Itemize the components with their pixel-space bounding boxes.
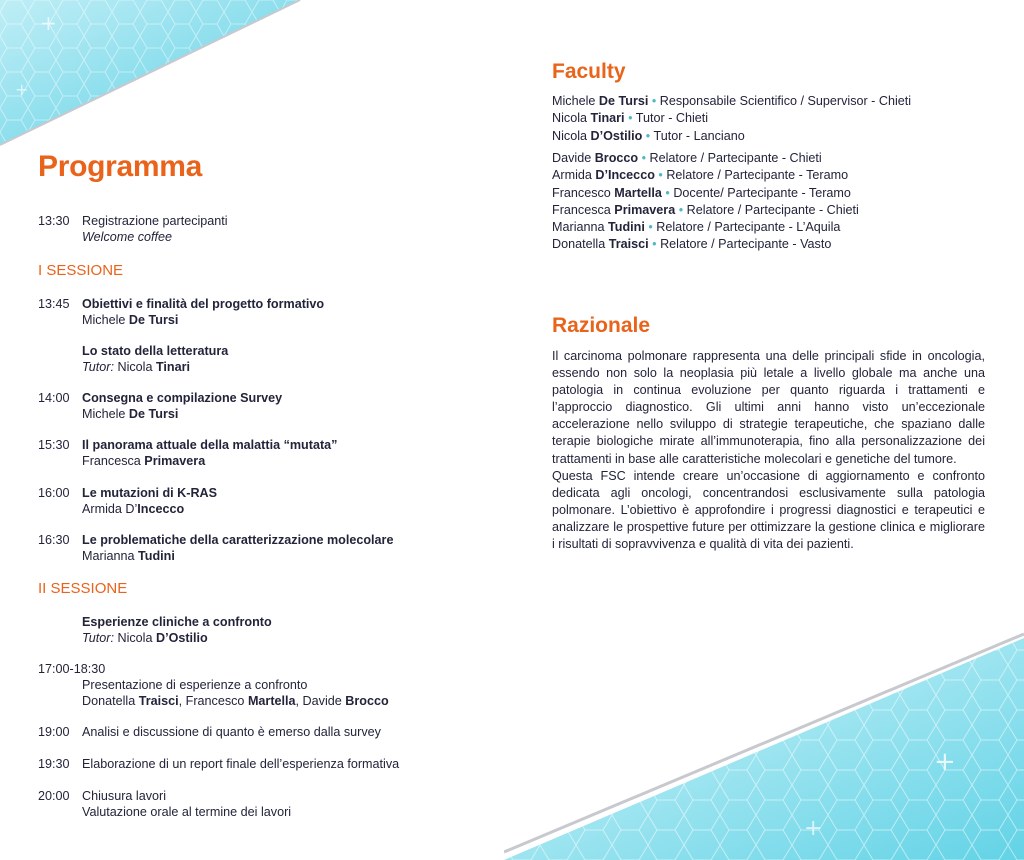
faculty-group-2 [552, 150, 859, 254]
role: Tutor - Lanciano [653, 128, 745, 143]
speaker-last-name: Brocco [345, 694, 389, 708]
schedule-time: 15:30 [38, 438, 70, 452]
first-name: Davide [552, 151, 592, 165]
schedule-time: 16:00 [38, 486, 70, 500]
faculty-member [552, 110, 911, 127]
schedule-time: 14:00 [38, 391, 70, 405]
speaker-first-name: Nicola [117, 631, 153, 645]
speaker-last-name: De Tursi [128, 407, 179, 421]
schedule-time: 13:45 [38, 297, 70, 311]
separator: , [295, 694, 300, 708]
last-name: De Tursi [598, 94, 649, 108]
speaker-last-name: Traisci [138, 694, 179, 708]
speaker [82, 548, 498, 564]
first-name: Francesco [552, 185, 611, 200]
role: Relatore / Partecipante - L’Aquila [656, 220, 841, 235]
schedule-item [38, 661, 498, 709]
bullet: • [628, 111, 633, 126]
schedule-item [38, 756, 498, 772]
hexagon-pattern-decoration-top [0, 0, 340, 150]
svg-text:+: + [15, 80, 29, 99]
schedule-time: 19:30 [38, 757, 70, 771]
schedule-item [38, 788, 498, 820]
schedule-title: Consegna e compilazione Survey [82, 391, 283, 405]
first-name: Nicola [552, 128, 587, 143]
faculty-group-1 [552, 93, 911, 145]
schedule-item [38, 296, 498, 328]
first-name: Donatella [552, 237, 606, 252]
razionale-paragraph-1: Il carcinoma polmonare rappresenta una delle principali sfide in oncologia, essendo non solo la neoplasia più letale a livello globale ma anche una patologia in continua evoluzione per quanto riguarda i trattamenti e l’approccio diagnostico. Gli ultimi anni hanno visto un’eccezionale accelerazione nello sviluppo di strategie terapeutiche, che spaziano dalle terapie biologiche mirate all’immunoterapia, fino alla personalizzazione dei trattamenti in base alle caratteristiche molecolari e genetiche del tumore. [552, 349, 985, 466]
razionale-paragraph-2: Questa FSC intende creare un’occasione di aggiornamento e confronto dedicata agli oncologi, concentrandosi esclusivamente sulla patologia polmonare. L’obiettivo è approfondire i progressi diagnostici e terapeutici e analizzare le prospettive future per ottimizzare la gestione clinica e migliorare i risultati di sopravvivenza e qualità di vita dei pazienti. [552, 468, 985, 552]
schedule-text: Elaborazione di un report finale dell’esperienza formativa [82, 757, 400, 771]
schedule-subtext: Welcome coffee [82, 230, 173, 244]
first-name: Nicola [552, 111, 587, 126]
schedule-subtext: Valutazione orale al termine dei lavori [82, 805, 292, 819]
schedule-title: Obiettivi e finalità del progetto formativo [82, 297, 325, 311]
schedule-title: Il panorama attuale della malattia “mutata” [82, 438, 338, 452]
schedule-text: Presentazione di esperienze a confronto [82, 678, 308, 692]
schedule-title: Le mutazioni di K-RAS [82, 486, 218, 500]
speaker-first-name: Michele [82, 313, 126, 327]
schedule-item-registration [38, 213, 498, 245]
last-name: Primavera [614, 202, 676, 217]
svg-text:+: + [934, 747, 956, 777]
speakers [82, 693, 498, 709]
last-name: D’Ostilio [590, 128, 643, 143]
faculty-member [552, 93, 911, 110]
role: Relatore / Partecipante - Vasto [660, 237, 832, 252]
faculty-member [552, 236, 859, 253]
schedule-item [38, 437, 498, 469]
first-name: Michele [552, 94, 596, 108]
faculty-member [552, 167, 859, 184]
speaker-first-name: Donatella [82, 694, 136, 708]
schedule-time: 20:00 [38, 789, 70, 803]
tutor-label: Tutor: [82, 631, 114, 645]
bullet: • [651, 94, 657, 108]
first-name: Armida [552, 168, 592, 183]
bullet: • [678, 202, 684, 217]
last-name: Tinari [590, 111, 625, 126]
speaker-last-name: Primavera [144, 454, 206, 468]
faculty-member [552, 185, 859, 202]
last-name: D’Incecco [595, 168, 655, 183]
schedule-item [38, 390, 498, 422]
bullet: • [658, 168, 663, 183]
speaker-first-name: Armida D’ [82, 502, 138, 516]
faculty-member [552, 219, 859, 236]
speaker-first-name: Francesco [185, 694, 245, 708]
speaker [82, 406, 498, 422]
speaker-first-name: Francesca [82, 454, 141, 468]
schedule-time: 19:00 [38, 725, 70, 739]
speaker-first-name: Nicola [117, 360, 153, 374]
schedule-time: 17:00-18:30 [38, 662, 106, 676]
speaker-last-name: Martella [247, 694, 296, 708]
speaker-last-name: Tudini [138, 549, 175, 563]
schedule-time: 16:30 [38, 533, 70, 547]
session-1-title: I SESSIONE [38, 262, 124, 279]
schedule-item [38, 485, 498, 517]
schedule-time: 13:30 [38, 214, 70, 228]
speaker-first-name: Davide [302, 694, 342, 708]
programma-title: Programma [38, 150, 203, 183]
role: Responsabile Scientifico / Supervisor - Chieti [659, 94, 912, 108]
bullet: • [641, 151, 647, 165]
bullet: • [665, 185, 670, 200]
speaker-last-name: D’Ostilio [155, 631, 208, 645]
schedule-title: Le problematiche della caratterizzazione molecolare [82, 533, 394, 547]
faculty-member [552, 128, 911, 145]
schedule-title: Lo stato della letteratura [82, 344, 229, 358]
speaker-last-name: Incecco [137, 502, 185, 516]
svg-text:+: + [40, 11, 57, 35]
separator: , [178, 694, 183, 708]
speaker-last-name: Tinari [155, 360, 191, 374]
role: Relatore / Partecipante - Chieti [649, 151, 822, 165]
schedule-text: Chiusura lavori [82, 789, 166, 803]
faculty-title: Faculty [552, 60, 626, 83]
role: Relatore / Partecipante - Teramo [666, 168, 849, 183]
speaker-first-name: Michele [82, 407, 126, 421]
schedule-item [38, 532, 498, 564]
role: Tutor - Chieti [635, 111, 709, 126]
schedule-item [38, 343, 498, 375]
last-name: Traisci [608, 237, 649, 252]
schedule-title: Esperienze cliniche a confronto [82, 615, 272, 629]
speaker-last-name: De Tursi [128, 313, 179, 327]
speaker [82, 501, 498, 517]
first-name: Francesca [552, 202, 611, 217]
speaker [82, 359, 498, 375]
speaker-first-name: Marianna [82, 549, 135, 563]
speaker [82, 453, 498, 469]
razionale-title: Razionale [552, 314, 651, 337]
schedule-item [38, 724, 498, 740]
role: Docente/ Partecipante - Teramo [673, 185, 851, 200]
last-name: Brocco [594, 151, 639, 165]
bullet: • [645, 128, 651, 143]
session-2-title: II SESSIONE [38, 580, 128, 597]
hexagon-pattern-decoration-bottom [504, 620, 1024, 860]
bullet: • [652, 237, 657, 252]
razionale-text [552, 348, 985, 553]
schedule-text: Registrazione partecipanti [82, 214, 228, 228]
last-name: Martella [614, 185, 662, 200]
last-name: Tudini [608, 220, 645, 235]
svg-text:+: + [804, 816, 823, 841]
role: Relatore / Partecipante - Chieti [686, 202, 859, 217]
schedule-text: Analisi e discussione di quanto è emerso dalla survey [82, 725, 381, 739]
tutor-label: Tutor: [82, 360, 114, 374]
speaker [82, 630, 498, 646]
speaker [82, 312, 498, 328]
bullet: • [648, 220, 653, 235]
faculty-member [552, 202, 859, 219]
first-name: Marianna [552, 220, 605, 235]
schedule-item [38, 614, 498, 646]
faculty-member [552, 150, 859, 167]
